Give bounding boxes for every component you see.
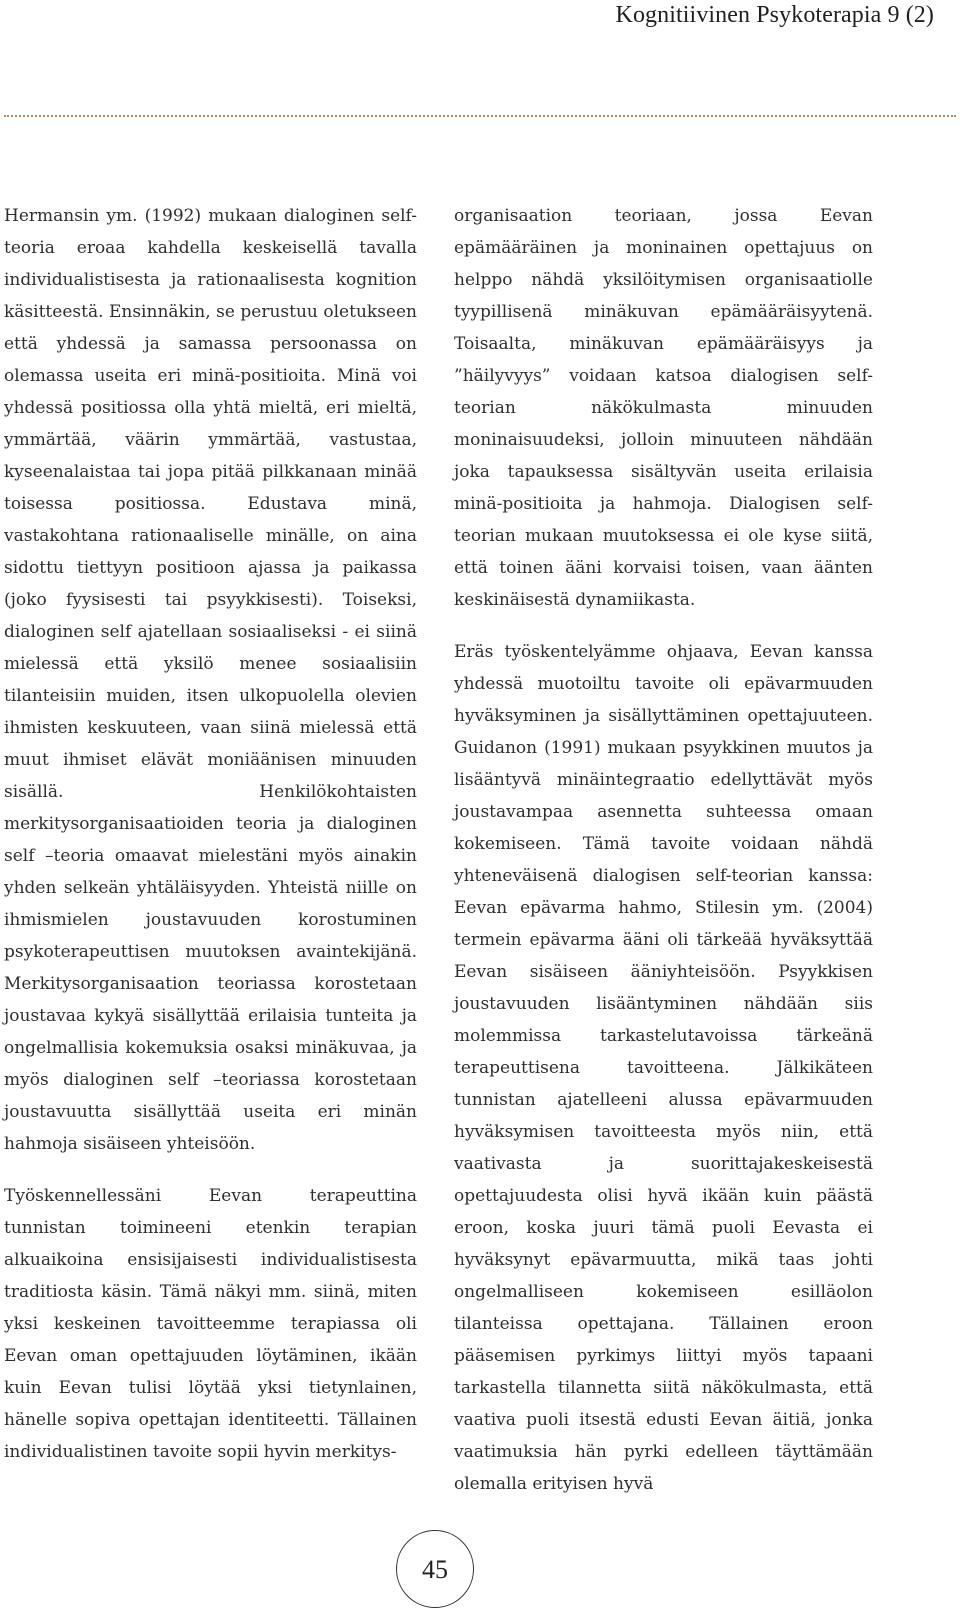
page-number-badge (396, 1530, 474, 1608)
body-paragraph: Työskennellessäni Eevan terapeuttina tunnistan toimineeni etenkin terapian alkuaikoina ensisijaisesti individualistisesta traditiosta käsin. Tämä näkyi mm. siinä, miten yksi keskeinen tavoitteemme terapiassa oli Eevan oman opettajuuden löytäminen, ikään kuin Eevan tulisi löytää yksi tietynlainen, hänelle sopiva opettajan identiteetti. Tällainen individualistinen tavoite sopii hyvin merkitys- (4, 1186, 417, 1462)
page-number: 45 (422, 1555, 448, 1584)
body-paragraph: Hermansin ym. (1992) mukaan dialoginen self-teoria eroaa kahdella keskeisellä tavalla individualistisesta ja rationaalisesta kognition käsitteestä. Ensinnäkin, se perustuu oletukseen että yhdessä ja samassa persoonassa on olemassa useita eri minä-positioita. Minä voi yhdessä positiossa olla yhtä mieltä, eri mieltä, ymmärtää, väärin ymmärtää, vastustaa, kyseenalaistaa tai jopa pitää pilkkanaan minää toisessa positiossa. Edustava minä, vastakohtana rationaaliselle minälle, on aina sidottu tiettyyn positioon ajassa ja paikassa (joko fyysisesti tai psyykkisesti). Toiseksi, dialoginen self ajatellaan sosiaaliseksi - ei siinä mielessä että yksilö menee sosiaalisiin tilanteisiin muiden, itsen ulkopuolella olevien ihmisten keskuuteen, vaan siinä mielessä että muut ihmiset elävät moniäänisen minuuden sisällä. Henkilökohtaisten merkitysorganisaatioiden teoria ja dialoginen self –teoria omaavat mielestäni myös ainakin yhden selkeän yhtäläisyyden. Yhteistä niille on ihmismielen joustavuuden korostuminen psykoterapeuttisen muutoksen avaintekijänä. Merkitysorganisaation teoriassa korostetaan joustavaa kykyä sisällyttää erilaisia tunteita ja ongelmallisia kokemuksia osaksi minäkuvaa, ja myös dialoginen self –teoriassa korostetaan joustavuutta sisällyttää useita eri minän hahmoja sisäiseen yhteisöön. (4, 206, 417, 1154)
right-text-column (454, 200, 873, 1500)
left-text-column (4, 200, 417, 1468)
header-dotted-rule (4, 115, 956, 117)
body-paragraph: organisaation teoriaan, jossa Eevan epämääräinen ja moninainen opettajuus on helppo nähdä yksilöitymisen organisaatiolle tyypillisenä minäkuvan epämääräisyytenä. Toisaalta, minäkuvan epämääräisyys ja ”häilyvyys” voidaan katsoa dialogisen self-teorian näkökulmasta minuuden moninaisuudeksi, jolloin minuuteen nähdään joka tapauksessa sisältyvän useita erilaisia minä-positioita ja hahmoja. Dialogisen self-teorian mukaan muutoksessa ei ole kyse siitä, että toinen ääni korvaisi toisen, vaan äänten keskinäisestä dynamiikasta. (454, 206, 873, 610)
running-head-title: Kognitiivinen Psykoterapia 9 (2) (615, 2, 934, 28)
body-paragraph: Eräs työskentelyämme ohjaava, Eevan kanssa yhdessä muotoiltu tavoite oli epävarmuuden hyväksyminen ja sisällyttäminen opettajuuteen. Guidanon (1991) mukaan psyykkinen muutos ja lisääntyvä minäintegraatio edellyttävät myös joustavampaa asennetta suhteessa omaan kokemiseen. Tämä tavoite voidaan nähdä yhteneväisenä dialogisen self-teorian kanssa: Eevan epävarma hahmo, Stilesin ym. (2004) termein epävarma ääni oli tärkeää hyväksyttää Eevan sisäiseen ääniyhteisöön. Psyykkisen joustavuuden lisääntyminen nähdään siis molemmissa tarkastelutavoissa tärkeänä terapeuttisena tavoitteena. Jälkikäteen tunnistan ajatelleeni alussa epävarmuuden hyväksymisen tavoitteesta myös niin, että vaativasta ja suorittajakeskeisestä opettajuudesta olisi hyvä ikään kuin päästä eroon, koska juuri tämä puoli Eevasta ei hyväksynyt epävarmuutta, mikä taas johti ongelmalliseen kokemiseen esilläolon tilanteissa opettajana. Tällainen eroon pääsemisen pyrkimys liittyi myös tapaani tarkastella tilannetta siitä näkökulmasta, että vaativa puoli itsestä edusti Eevan äitiä, jonka vaatimuksia hän pyrki edelleen täyttämään olemalla erityisen hyvä (454, 642, 873, 1494)
